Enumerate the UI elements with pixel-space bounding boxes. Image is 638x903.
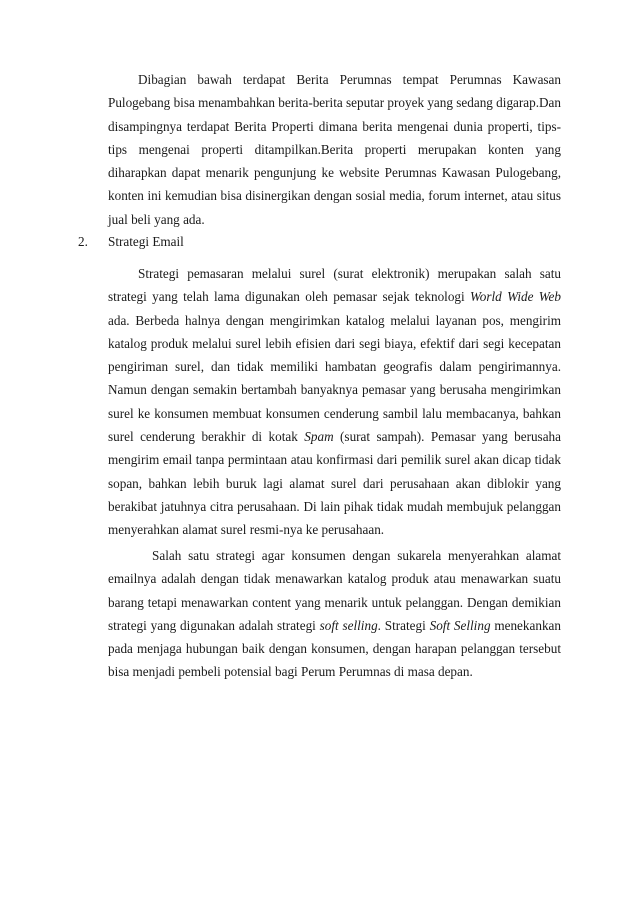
paragraph-strategi-email — [108, 262, 561, 542]
section-title: Strategi Email — [108, 234, 184, 249]
paragraph-text: ada. Berbeda halnya dengan mengirimkan katalog melalui layanan pos, mengirim katalog produk melalui surel lebih efisien dari segi biaya, efektif dari segi kecepatan pengiriman surel, dan tidak memiliki hambatan geografis dalam pengirimannya. Namun dengan semakin bertambah banyaknya pemasar yang berusaha mengirimkan surel ke konsumen membuat konsumen cenderung sambil lalu membacanya, bahkan surel cenderung berakhir di kotak — [108, 312, 561, 445]
paragraph-soft-selling — [108, 544, 561, 684]
paragraph-text: Strategi pemasaran melalui surel (surat elektronik) merupakan salah satu strategi yang telah lama digunakan oleh pemasar sejak teknologi — [108, 266, 561, 305]
section-number: 2. — [78, 234, 88, 249]
paragraph-text: Salah satu strategi agar konsumen dengan sukarela menyerahkan alamat emailnya adalah dengan tidak menawarkan katalog produk atau menawarkan suatu barang tetapi menawarkan content yang menarik untuk pelanggan. Dengan demikian strategi yang digunakan adalah strategi — [108, 548, 561, 633]
paragraph-text: (surat sampah). Pemasar yang berusaha mengirim email tanpa permintaan atau konfirmasi dari pemilik surel akan dicap tidak sopan, bahkan lebih buruk lagi alamat surel dari perusahaan akan diblokir yang berakibat jatuhnya citra perusahaan. Di lain pihak tidak mudah membujuk pelanggan menyerahkan alamat surel resmi-nya ke perusahaan. — [108, 429, 561, 538]
paragraph-text: . Strategi — [377, 617, 430, 633]
paragraph-berita-properti: Dibagian bawah terdapat Berita Perumnas tempat Perumnas Kawasan Pulogebang bisa menambahkan berita-berita seputar proyek yang sedang digarap.Dan disampingnya terdapat Berita Properti dimana berita mengenai dunia properti, tips-tips mengenai properti ditampilkan.Berita properti merupakan konten yang diharapkan dapat menarik pengunjung ke website Perumnas Kawasan Pulogebang, konten ini kemudian bisa disinergikan dengan sosial media, forum internet, atau situs jual beli yang ada. — [108, 72, 561, 227]
italic-term: Spam — [304, 429, 334, 445]
italic-term: Soft Selling — [429, 617, 491, 633]
paragraph-text: menekankan pada menjaga hubungan baik dengan konsumen, dengan harapan pelanggan tersebut bisa menjadi pembeli potensial bagi Perum Perumnas di masa depan. — [108, 617, 561, 680]
italic-term: World Wide Web — [470, 289, 561, 305]
italic-term: soft selling — [319, 617, 378, 633]
